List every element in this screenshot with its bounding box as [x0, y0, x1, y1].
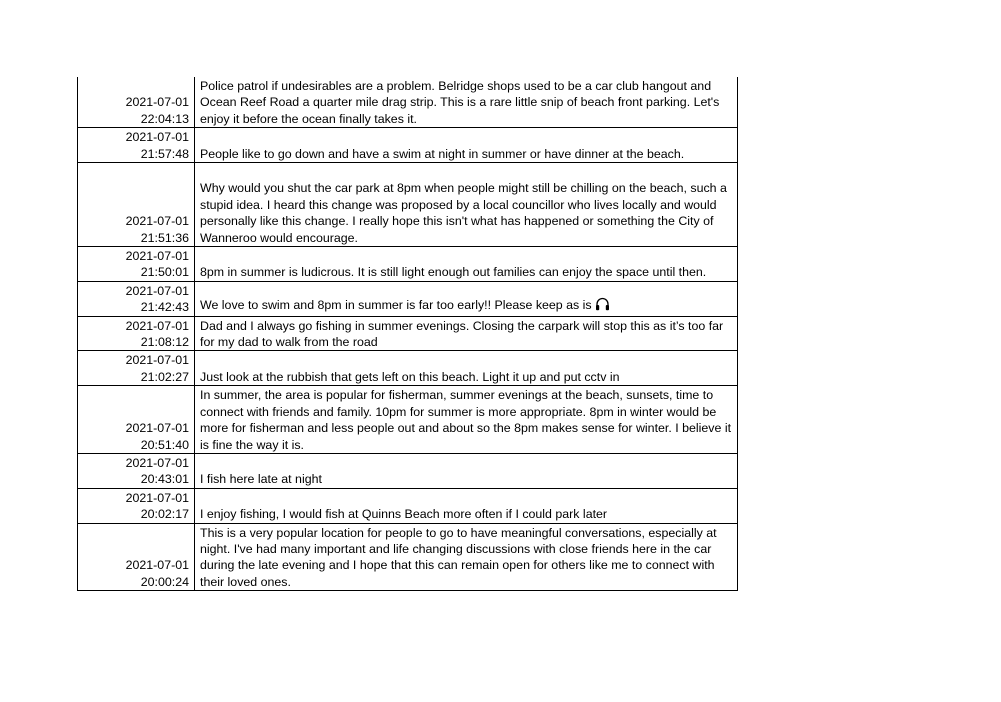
table-row [78, 453, 738, 488]
comment-line: night. I've had many important and life changing discussions with close friends here in the car [200, 541, 712, 556]
table-row [78, 247, 738, 282]
comment-line: enjoy it before the ocean finally takes it. [200, 111, 417, 126]
comment-line: 8pm in summer is ludicrous. It is still light enough out families can enjoy the space until then. [200, 265, 707, 280]
comment-line: personally like this change. I really hope this isn't what has happened or something the City of [200, 214, 714, 229]
time-text: 21:08:12 [140, 335, 189, 350]
comment-cell [195, 453, 738, 488]
comment-line: Wanneroo would encourage. [200, 230, 358, 245]
comment-line: for my dad to walk from the road [200, 335, 378, 350]
table-row [78, 128, 738, 163]
timestamp-cell [78, 386, 195, 454]
timestamp-cell [78, 77, 195, 128]
timestamp-cell [78, 488, 195, 523]
comment-line: Why would you shut the car park at 8pm when people might still be chilling on the beach, such a [200, 181, 727, 196]
comment-cell [195, 128, 738, 163]
time-text: 20:02:17 [140, 507, 189, 522]
timestamp-cell [78, 523, 195, 591]
comment-line: connect with friends and family. 10pm for summer is more appropriate. 8pm in winter would be [200, 404, 717, 419]
table-row [78, 163, 738, 247]
time-text: 20:00:24 [140, 574, 189, 589]
comment-cell [195, 488, 738, 523]
date-text: 2021-07-01 [125, 490, 189, 505]
timestamp-cell [78, 281, 195, 316]
comment-text: We love to swim and 8pm in summer is far too early!! Please keep as is [200, 298, 592, 313]
comment-line: their loved ones. [200, 574, 291, 589]
date-text: 2021-07-01 [125, 421, 189, 436]
comment-line: more for fisherman and less people out and about so the 8pm makes sense for winter. I believe it [200, 421, 732, 436]
comment-cell [195, 247, 738, 282]
date-text: 2021-07-01 [125, 558, 189, 573]
table-row [78, 77, 738, 128]
comment-line: I enjoy fishing, I would fish at Quinns Beach more often if I could park later [200, 507, 608, 522]
timestamp-cell [78, 351, 195, 386]
comment-cell [195, 163, 738, 247]
headphones-icon [595, 297, 610, 315]
time-text: 20:51:40 [140, 437, 189, 452]
time-text: 21:57:48 [140, 146, 189, 161]
time-text: 21:51:36 [140, 230, 189, 245]
comment-line: I fish here late at night [200, 472, 322, 487]
table-row [78, 281, 738, 316]
time-text: 21:02:27 [140, 369, 189, 384]
blank-line [200, 164, 732, 180]
comment-line [200, 297, 732, 315]
comment-line: This is a very popular location for people to go to have meaningful conversations, especially at [200, 525, 717, 540]
comment-cell [195, 77, 738, 128]
table-row [78, 488, 738, 523]
comment-line: In summer, the area is popular for fisherman, summer evenings at the beach, sunsets, time to [200, 388, 714, 403]
table-row [78, 316, 738, 351]
comment-line: is fine the way it is. [200, 437, 304, 452]
comment-cell [195, 316, 738, 351]
comment-line: Police patrol if undesirables are a problem. Belridge shops used to be a car club hangout and [200, 79, 712, 93]
comment-cell [195, 523, 738, 591]
time-text: 21:42:43 [140, 300, 189, 315]
timestamp-cell [78, 247, 195, 282]
timestamp-cell [78, 128, 195, 163]
date-text: 2021-07-01 [125, 130, 189, 145]
time-text: 22:04:13 [140, 111, 189, 126]
timestamp-cell [78, 163, 195, 247]
table-row [78, 386, 738, 454]
comment-line: People like to go down and have a swim at night in summer or have dinner at the beach. [200, 146, 685, 161]
date-text: 2021-07-01 [125, 249, 189, 264]
date-text: 2021-07-01 [125, 95, 189, 110]
comment-cell [195, 351, 738, 386]
date-text: 2021-07-01 [125, 214, 189, 229]
comments-table [77, 77, 738, 591]
date-text: 2021-07-01 [125, 353, 189, 368]
table-row [78, 523, 738, 591]
date-text: 2021-07-01 [125, 455, 189, 470]
table-row [78, 351, 738, 386]
comment-cell [195, 281, 738, 316]
comment-cell [195, 386, 738, 454]
time-text: 21:50:01 [140, 265, 189, 280]
comment-line: stupid idea. I heard this change was proposed by a local councillor who lives locally and would [200, 197, 717, 212]
time-text: 20:43:01 [140, 472, 189, 487]
comment-line: Ocean Reef Road a quarter mile drag strip. This is a rare little snip of beach front parking. Let's [200, 95, 720, 110]
date-text: 2021-07-01 [125, 283, 189, 298]
timestamp-cell [78, 316, 195, 351]
comment-line: Just look at the rubbish that gets left on this beach. Light it up and put cctv in [200, 369, 620, 384]
comment-line: Dad and I always go fishing in summer evenings. Closing the carpark will stop this as it’s too far [200, 318, 724, 333]
date-text: 2021-07-01 [125, 318, 189, 333]
comment-line: during the late evening and I hope that this can remain open for others like me to connect with [200, 558, 715, 573]
timestamp-cell [78, 453, 195, 488]
